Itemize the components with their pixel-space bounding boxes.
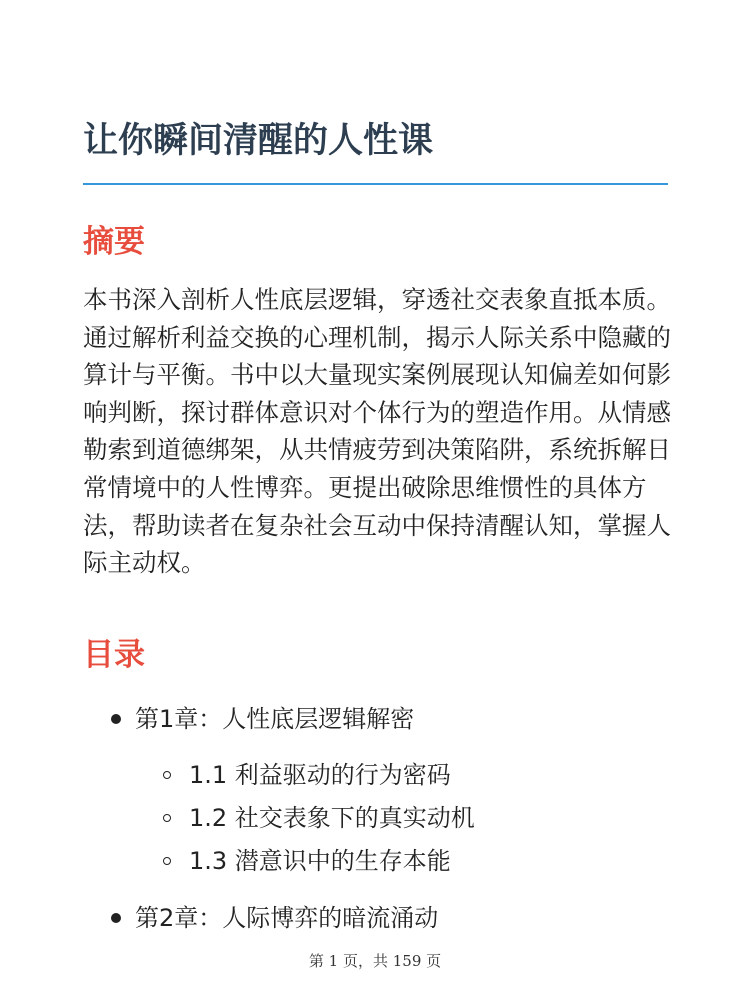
circle-bullet-icon	[163, 814, 171, 822]
toc-heading: 目录	[83, 637, 145, 673]
toc-chapter-label[interactable]: 第1章：人性底层逻辑解密	[135, 705, 415, 733]
abstract-body: 本书深入剖析人性底层逻辑，穿透社交表象直抵本质。通过解析利益交换的心理机制，揭示人际关系中隐藏的算计与平衡。书中以大量现实案例展现认知偏差如何影响判断，探讨群体意识对个体行为的塑造作用。从情感勒索到道德绑架，从共情疲劳到决策陷阱，系统拆解日常情境中的人性博弈。更提出破除思维惯性的具体方法，帮助读者在复杂社会互动中保持清醒认知，掌握人际主动权。	[83, 285, 671, 578]
abstract-heading: 摘要	[83, 224, 145, 260]
title-divider	[83, 183, 668, 185]
footer-middle: 页，共	[342, 952, 388, 970]
disc-bullet-icon	[111, 714, 121, 724]
circle-bullet-icon	[163, 857, 171, 865]
document-title: 让你瞬间清醒的人性课	[83, 121, 434, 161]
toc-section-label[interactable]: 1.2 社交表象下的真实动机	[189, 804, 475, 832]
footer-suffix: 页	[426, 952, 442, 970]
footer-prefix: 第	[308, 952, 324, 970]
toc-chapter-label[interactable]: 第2章：人际博弈的暗流涌动	[135, 904, 439, 932]
toc-section-label[interactable]: 1.1 利益驱动的行为密码	[189, 761, 451, 789]
page-footer	[0, 950, 750, 972]
current-page-number: 1	[328, 952, 339, 970]
toc-section-label[interactable]: 1.3 潜意识中的生存本能	[189, 847, 451, 875]
disc-bullet-icon	[111, 913, 121, 923]
total-page-count: 159	[392, 952, 422, 970]
circle-bullet-icon	[163, 771, 171, 779]
